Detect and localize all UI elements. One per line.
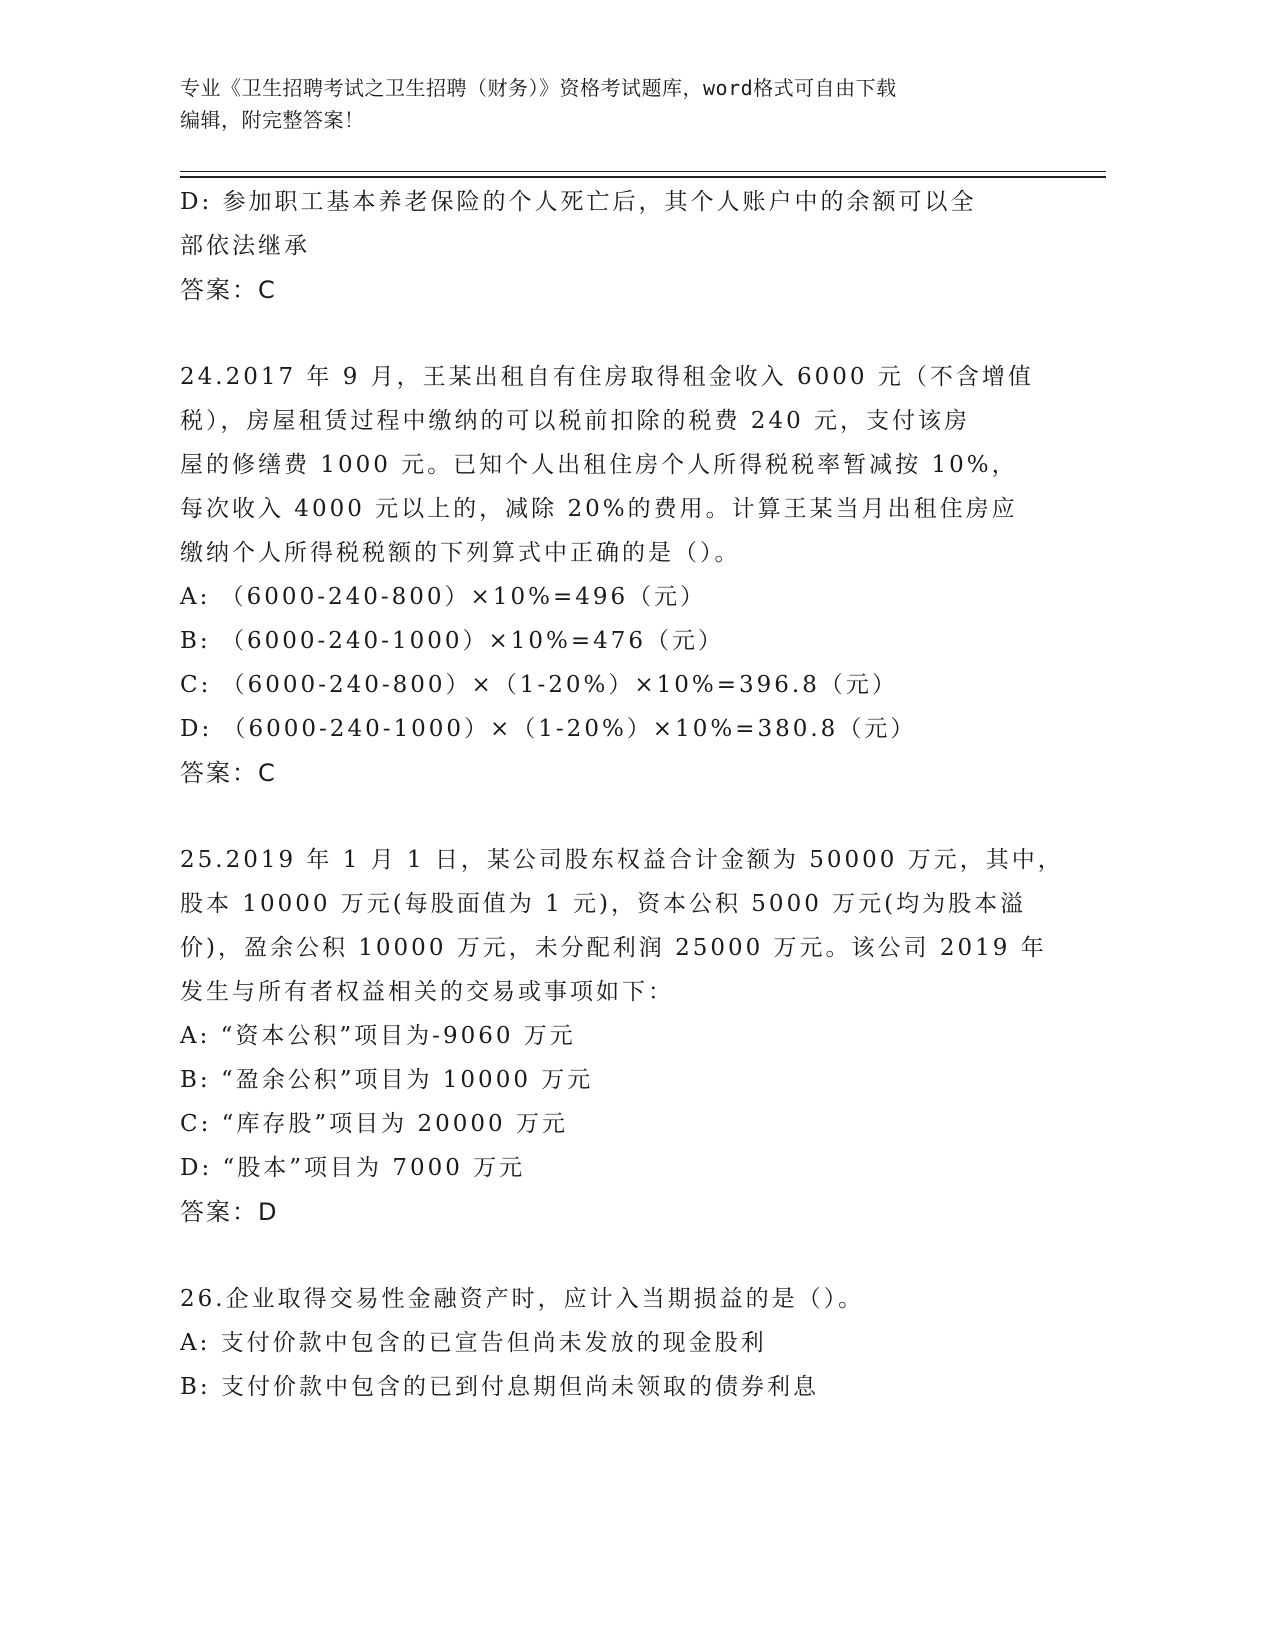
header-divider-thin <box>180 171 1106 172</box>
spacer <box>180 795 1040 838</box>
question-stem-line: 发生与所有者权益相关的交易或事项如下： <box>180 979 674 1005</box>
option-d: D: （6000-240-1000）×（1-20%）×10%=380.8（元） <box>180 716 917 742</box>
spacer <box>180 312 1040 355</box>
answer-line: 答案：C <box>180 759 277 787</box>
question-stem-line: 24.2017 年 9 月，王某出租自有住房取得租金收入 6000 元（不含增值 <box>180 364 1034 390</box>
question-stem-line: 缴纳个人所得税税额的下列算式中正确的是（）。 <box>180 540 741 566</box>
option-a: A: “资本公积”项目为-9060 万元 <box>180 1023 576 1049</box>
option-a: A: （6000-240-800）×10%=496（元） <box>180 584 707 610</box>
option-b: B: “盈余公积”项目为 10000 万元 <box>180 1067 594 1093</box>
option-a: A: 支付价款中包含的已宣告但尚未发放的现金股利 <box>180 1330 767 1356</box>
previous-question-tail <box>180 180 1040 312</box>
question-content <box>180 180 1064 1409</box>
option-b: B: 支付价款中包含的已到付息期但尚未领取的债券利息 <box>180 1374 819 1400</box>
question-stem-line: 26.企业取得交易性金融资产时，应计入当期损益的是（）。 <box>180 1286 865 1312</box>
option-b: B: （6000-240-1000）×10%=476（元） <box>180 628 725 654</box>
question-26 <box>180 1277 1040 1409</box>
question-stem-line: 税），房屋租赁过程中缴纳的可以税前扣除的税费 240 元，支付该房 <box>180 408 971 434</box>
option-d-line-continued: 部依法继承 <box>180 233 310 259</box>
answer-line: 答案：C <box>180 276 277 304</box>
question-stem-line: 25.2019 年 1 月 1 日，某公司股东权益合计金额为 50000 万元，其中， <box>180 847 1064 873</box>
question-stem-line: 每次收入 4000 元以上的，减除 20%的费用。计算王某当月出租住房应 <box>180 496 1018 522</box>
option-d: D: “股本”项目为 7000 万元 <box>180 1155 526 1181</box>
option-c: C: “库存股”项目为 20000 万元 <box>180 1111 568 1137</box>
question-stem-line: 屋的修缮费 1000 元。已知个人出租住房个人所得税税率暂减按 10%， <box>180 452 1018 478</box>
question-25 <box>180 838 1064 1234</box>
option-d-line: D: 参加职工基本养老保险的个人死亡后，其个人账户中的余额可以全 <box>180 189 977 215</box>
header-line-1: 专业《卫生招聘考试之卫生招聘（财务）》资格考试题库，word格式可自由下载 <box>180 76 897 100</box>
option-c: C: （6000-240-800）×（1-20%）×10%=396.8（元） <box>180 672 898 698</box>
question-stem-line: 价)，盈余公积 10000 万元，未分配利润 25000 万元。该公司 2019 年 <box>180 935 1047 961</box>
document-header <box>180 72 1060 136</box>
question-stem-line: 股本 10000 万元(每股面值为 1 元)，资本公积 5000 万元(均为股本溢 <box>180 891 1027 917</box>
header-divider-thick <box>180 176 1106 178</box>
spacer <box>180 1234 1040 1277</box>
header-line-2: 编辑，附完整答案！ <box>180 108 365 132</box>
answer-line: 答案：D <box>180 1198 279 1226</box>
question-24 <box>180 355 1040 795</box>
